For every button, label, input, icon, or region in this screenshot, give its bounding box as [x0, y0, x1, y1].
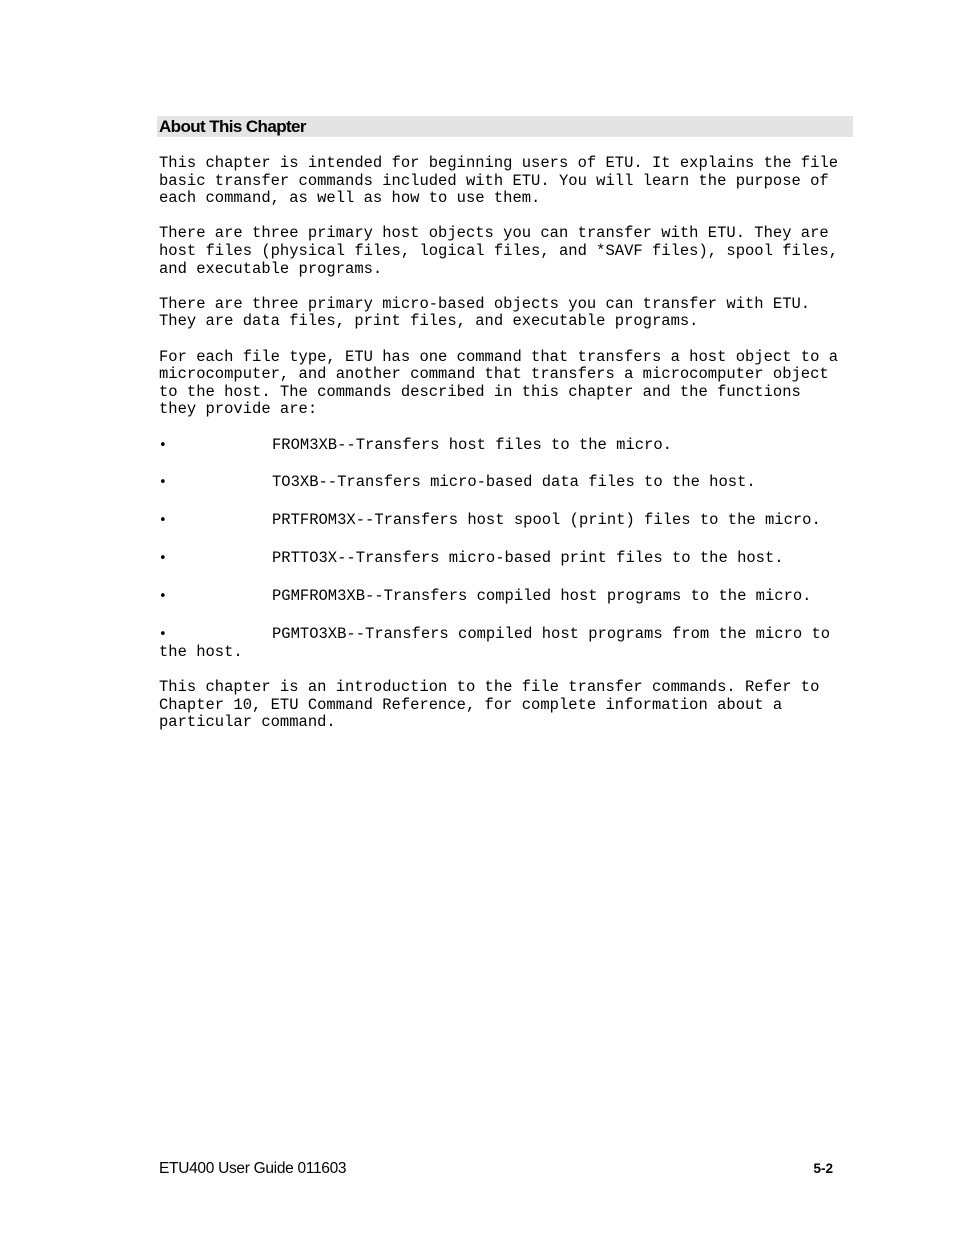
list-item [159, 550, 859, 568]
section-heading-bar [157, 116, 853, 137]
bullet-icon: • [159, 627, 167, 643]
list-item-text: TO3XB--Transfers micro-based data files to the host. [272, 473, 756, 492]
bullet-icon: • [159, 475, 167, 491]
list-item [159, 512, 859, 530]
footer-document-title: ETU400 User Guide 011603 [159, 1160, 347, 1177]
bullet-icon: • [159, 551, 167, 567]
list-item-text: PRTFROM3X--Transfers host spool (print) files to the micro. [272, 511, 821, 530]
command-list [159, 437, 859, 662]
paragraph-commands-intro: For each file type, ETU has one command that transfers a host object to a microcomputer, and another command that transfers a microcomputer object to the host. The commands described in this chapter and the functions they provide are: [159, 347, 839, 419]
list-item-text: PGMFROM3XB--Transfers compiled host programs to the micro. [272, 587, 812, 606]
list-item [159, 626, 859, 661]
list-item [159, 474, 859, 492]
paragraph-closing: This chapter is an introduction to the file transfer commands. Refer to Chapter 10, ETU Command Reference, for complete information about a particular command. [159, 678, 820, 732]
section-heading: About This Chapter [159, 117, 306, 136]
bullet-icon: • [159, 513, 167, 529]
chapter-body [159, 155, 859, 750]
bullet-icon: • [159, 589, 167, 605]
paragraph-micro-objects: There are three primary micro-based objects you can transfer with ETU. They are data files, print files, and executable programs. [159, 294, 811, 331]
paragraph-intro: This chapter is intended for beginning users of ETU. It explains the file basic transfer commands included with ETU. You will learn the purpose of each command, as well as how to use them. [159, 154, 839, 208]
list-item-text: FROM3XB--Transfers host files to the micro. [272, 435, 672, 454]
list-item-text: PGMTO3XB--Transfers compiled host programs from the micro to the host. [159, 625, 831, 662]
bullet-icon: • [159, 437, 167, 453]
footer-page-number: 5-2 [813, 1161, 833, 1176]
list-item [159, 588, 859, 606]
paragraph-host-objects: There are three primary host objects you can transfer with ETU. They are host files (physical files, logical files, and *SAVF files), spool files, and executable programs. [159, 224, 839, 278]
list-item-text: PRTTO3X--Transfers micro-based print files to the host. [272, 549, 784, 568]
list-item [159, 437, 859, 455]
